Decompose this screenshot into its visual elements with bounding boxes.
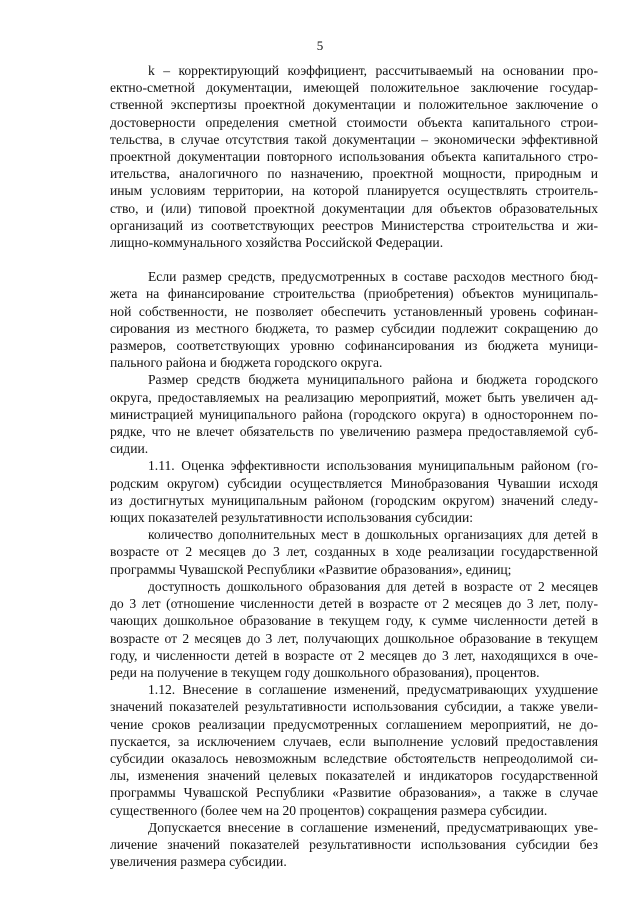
paragraph-spacer [110,251,598,268]
text-line: до 3 лет (отношение численности детей в возрасте от 2 месяцев до 3 лет, полу- [110,596,598,612]
text-line: программы Чувашской Республики «Развитие образования», единиц; [110,561,512,577]
text-line: доступность дошкольного образования для детей в возрасте от 2 месяцев [148,578,598,594]
text-line: ной собственности, не позволяет обеспечить установленный уровень софинан- [110,303,598,319]
paragraph-amendment-allowed [110,819,598,871]
text-line: k – корректирующий коэффициент, рассчитываемый на основании про- [148,63,598,78]
text-line: Размер средств бюджета муниципального района и бюджета городского [148,372,598,388]
text-line: ство, и (или) типовой проектной документации для объектов образовательных [110,200,598,216]
text-line: из достигнутых муниципальным районом (городским округом) значений следу- [110,492,598,508]
text-line: сирования из местного бюджета, то размер субсидии подлежит сокращению до [110,320,598,336]
document-body [110,62,598,870]
text-line: программы Чувашской Республики «Развитие образования», а также в случае [110,785,598,801]
text-line: организаций из соответствующих реестров Министерства строительства и жи- [110,217,598,233]
paragraph-clause-1-11 [110,457,598,526]
paragraph-budget-increase [110,371,598,457]
paragraph-indicator-availability [110,578,598,681]
text-line: лы, изменения значений целевых показателей и индикаторов государственной [110,768,598,784]
text-line: реди на получение в текущем году дошкольного образования), процентов. [110,664,540,680]
text-line: ектно-сметной документации, имеющей положительное заключение государ- [110,80,598,96]
text-line: личение значений показателей результативности использования субсидии без [110,836,598,852]
text-line: лищно-коммунального хозяйства Российской Федерации. [110,235,444,251]
text-line: округа, предоставляемых на реализацию мероприятий, может быть увеличен ад- [110,389,598,405]
text-line: рядке, что не влечет обязательств по увеличению размера предоставляемой суб- [110,424,598,440]
text-line: министрацией муниципального района (городского округа) в одностороннем по- [110,406,598,422]
text-line: пального района и бюджета городского округа. [110,355,383,371]
text-line: 1.12. Внесение в соглашение изменений, предусматривающих ухудшение [148,682,598,698]
text-line: ственной экспертизы проектной документации и положительное заключение о [110,97,598,113]
text-line: увеличения размера субсидии. [110,854,287,870]
page-number: 5 [316,38,324,53]
text-line: тельства, в случае отсутствия такой документации – экономически эффективной [110,131,598,147]
text-line: чающих дошкольное образование в текущем году, к сумме численности детей в [110,613,598,629]
text-line: иным условиям территории, на которой планируется осуществлять строитель- [110,183,598,199]
text-line: размеров, соответствующих уровню софинансирования из бюджета муници- [110,338,598,354]
text-line: существенного (более чем на 20 процентов) сокращения размера субсидии. [110,802,548,818]
paragraph-indicator-places [110,526,598,578]
text-line: пускается, за исключением случаев, если выполнение условий предоставления [110,733,598,749]
paragraph-k-definition [110,62,598,251]
paragraph-budget-insufficient [110,268,598,371]
text-line: проектной документации повторного использования объекта капитального стро- [110,149,598,165]
text-line: чение сроков реализации предусмотренных соглашением мероприятий, не до- [110,716,598,732]
text-line: возрасте от 2 месяцев до 3 лет, созданных в ходе реализации государственной [110,544,598,560]
text-line: году, и численности детей в возрасте от 2 месяцев до 3 лет, находящихся в оче- [110,647,598,663]
text-line: количество дополнительных мест в дошкольных организациях для детей в [148,527,598,543]
text-line: Если размер средств, предусмотренных в составе расходов местного бюд- [148,269,598,285]
text-line: Допускается внесение в соглашение изменений, предусматривающих уве- [148,819,598,835]
text-line: ющих показателей результативности использования субсидии: [110,510,474,526]
text-line: субсидии оказалось невозможным вследствие обстоятельств непреодолимой си- [110,750,598,766]
text-line: жета на финансирование строительства (приобретения) объектов муниципаль- [110,286,598,302]
text-line: достоверности определения сметной стоимости объекта капитального строи- [110,114,598,130]
text-line: сидии. [110,441,149,457]
text-line: возрасте от 2 месяцев до 3 лет, получающих дошкольное образование в текущем [110,630,598,646]
text-line: значений показателей результативности использования субсидии, а также увели- [110,699,598,715]
text-line: 1.11. Оценка эффективности использования муниципальным районом (го- [148,458,598,474]
text-line: родским округом) субсидии осуществляется Минобразования Чувашии исходя [110,475,598,491]
text-line: ительства, аналогичного по назначению, проектной мощности, природным и [110,166,598,182]
paragraph-clause-1-12 [110,681,598,819]
